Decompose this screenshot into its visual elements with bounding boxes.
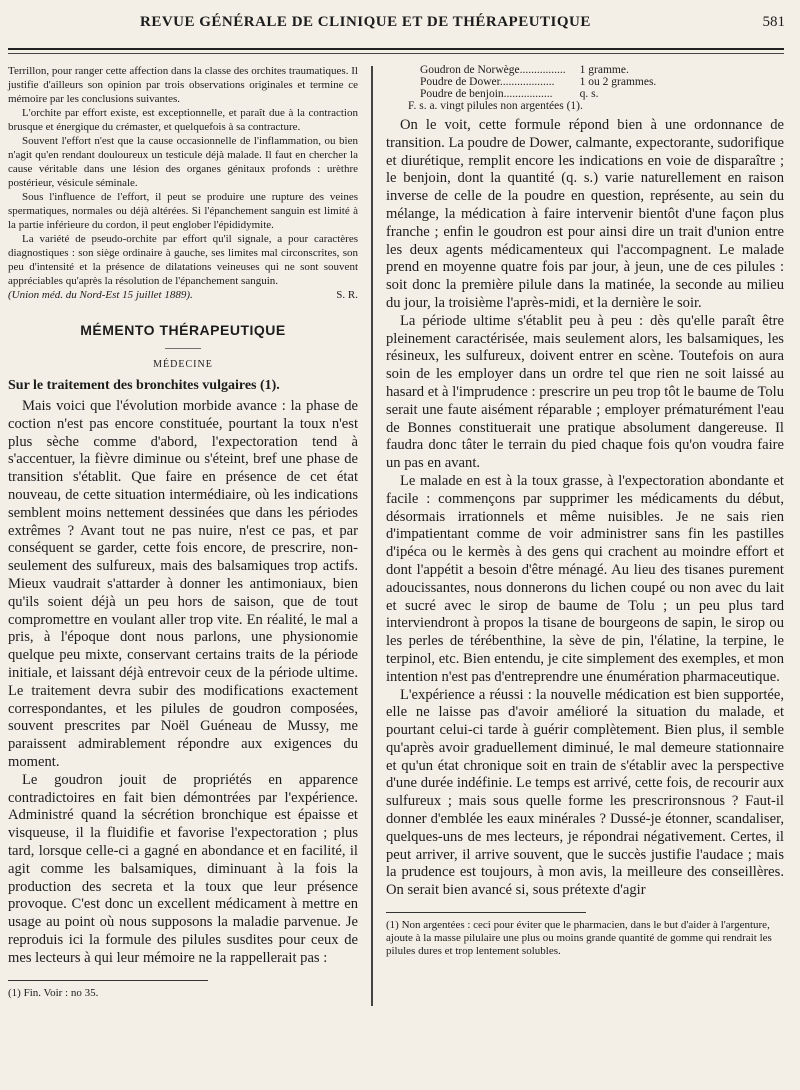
paragraph: On le voit, cette formule répond bien à une ordonnance de transition. La poudre de Dower, calmante, expectorante, sudorifique et diurétique, remplit encore les indications en voie de disparaître ; le benjoin, dont la quantité (q. s.) varie naturellement en raison inverse de celle de la poudre en question, représente, au sein du mélange, la médication à faire intervenir bientôt d'une façon plus franche ; enfin le goudron est pour ainsi dire un trait d'union entre les deux agents médicamenteux qui l'accompagnent. Le malade prend en moyenne quatre fois par jour, à jeun, une de ces pilules : soit donc la première pilule dans la matinée, la seconde au milieu du jour, la troisième l'après-midi, et la dernière le soir. bbox=[386, 117, 784, 311]
paragraph: Le malade en est à la toux grasse, à l'expectoration abondante et facile : commençons par supprimer les médicaments du début, désormais irrationnels et même nuisibles. Je ne sais rien d'impatientant comme de voir administrer sans fin les pastilles d'ipéca ou le kermès à des gens qui crachent au moindre effort et dont l'appétit a besoin d'être ménagé. Au lieu des tisanes purement adoucissantes, nous donnerons du lichen coupé ou non avec du lait et sucré avec le sirop de baume de Tolu ; un peu plus tard interviendront à propos la tisane de bourgeons de sapin, le sirop ou les perles de térébenthine, la sève de pin, l'élatine, la terpine, le terpinol, etc. Bien entendu, je cite simplement des exemples, et mon intention n'est pas d'entreprendre une énumération pharmaceutique. bbox=[386, 472, 784, 685]
header-rule bbox=[8, 48, 784, 54]
paragraph: Le goudron jouit de propriétés en apparence contradictoires en fait bien démontrées par l'expérience. Administré quand la sécrétion bronchique est épaisse et visqueuse, il la fluidifie et favorise l'expectoration ; plus tard, lorsque celle-ci a gagné en abondance et en facilité, il agit comme les balsamiques, diminuant à la fois la production des secreta et la toux que leur présence provoque. C'est donc un excellent médicament à mettre en usage au point où nous supposons la maladie parvenue. Je reproduis ici la formule des pilules susdites pour ceux de mes lecteurs à qui leur mémoire ne la rappellerait pas : bbox=[8, 771, 358, 966]
prescription-quantity: 1 ou 2 grammes. bbox=[579, 76, 657, 88]
prescription-row bbox=[420, 64, 656, 76]
article-title: Sur le traitement des bronchites vulgaires (1). bbox=[8, 378, 280, 393]
subsection-heading: MÉDECINE bbox=[153, 359, 213, 370]
paragraph: La variété de pseudo-orchite par effort qu'il signale, a pour caractères diagnostiques : son siège ordinaire à gauche, ses limites mal circonscrites, son peu d'intensité et la présence de dilatations veineuses qui ne sont souvent appréciables qu'après la résolution de l'épanchement sanguin. bbox=[8, 233, 358, 287]
prescription-quantity: 1 gramme. bbox=[579, 64, 629, 76]
footnote-rule bbox=[386, 912, 586, 913]
paragraph: Terrillon, pour ranger cette affection dans la classe des orchites traumatiques. Il justifie d'ailleurs son opinion par trois observations originales et termine ce mémoire par les conclusions suivantes. bbox=[8, 65, 358, 105]
prescription-footer: F. s. a. vingt pilules non argentées (1). bbox=[408, 100, 583, 112]
signature: S. R. bbox=[336, 289, 358, 301]
footnote: (1) Fin. Voir : no 35. bbox=[8, 986, 99, 999]
section-heading: MÉMENTO THÉRAPEUTIQUE bbox=[80, 322, 286, 338]
paragraph: L'orchite par effort existe, est exceptionnelle, et paraît due à la contraction brusque et énergique du crémaster, et quelquefois à sa contracture. bbox=[8, 107, 358, 133]
footnote: (1) Non argentées : ceci pour éviter que le pharmacien, dans le but d'aider à l'argenture, ajoute à la masse pilulaire une plus ou moins grande quantité de gomme qui rendrait les pilules dures et trop lentement solubles. bbox=[386, 919, 772, 958]
prescription-item: Goudron de Norwège................ bbox=[420, 64, 566, 76]
paragraph: Souvent l'effort n'est que la cause occasionnelle de l'inflammation, ou bien n'agit qu'en rendant douloureux un testicule déjà malade. Il faut en chercher la cause véritable dans une lésion des organes génitaux profonds : urèthre postérieur, vésicule séminale. bbox=[8, 135, 358, 189]
source-line bbox=[8, 288, 358, 302]
prescription-row bbox=[420, 88, 656, 100]
prescription-table bbox=[420, 64, 656, 100]
column-divider bbox=[371, 66, 373, 1006]
left-column bbox=[8, 64, 358, 1000]
paragraph: L'expérience a réussi : la nouvelle médication est bien supportée, elle ne laisse pas d'avoir amélioré la situation du malade, et pourtant celui-ci tarde à guérir complètement. Bien plus, il semble qu'après avoir graduellement diminué, le mal demeure stationnaire et qu'un état chronique soit en train de s'établir avec la perspective d'une durée indéfinie. Le temps est arrivé, cette fois, de recourir aux sulfureux ; mais sous quelle forme les prescrironsnous ? Faut-il donner d'emblée les eaux minérales ? Dussé-je étonner, scandaliser, quelques-uns de mes lecteurs, je répondrai négativement. Certes, il peut arriver, il arrive souvent, que le succès justifie l'audace ; mais la prudence est toujours, à mon avis, la meilleure des conseillères. On serait bien avancé si, sous prétexte d'agir bbox=[386, 686, 784, 899]
journal-title: REVUE GÉNÉRALE DE CLINIQUE ET DE THÉRAPEUTIQUE bbox=[140, 14, 591, 30]
footnote-rule bbox=[8, 980, 208, 981]
page-header bbox=[40, 14, 785, 40]
paragraph: Mais voici que l'évolution morbide avance : la phase de coction n'est pas encore constituée, pourtant la toux n'est plus sèche comme d'abord, l'expectoration tend à s'accentuer, la fièvre diminue ou s'éteint, bref une phase de transition s'établit. Que faire en présence de cet état nouveau, de cette situation intermédiaire, où les indications semblent moins nettement dessinées que dans les périodes extrêmes ? Avant tout ne pas nuire, n'est ce pas, et par conséquent se garder, cette fois encore, de prescrire, non-seulement des sulfureux, mais des balsamiques trop actifs. Mieux vaudrait s'attarder à donner les antimoniaux, bien qu'ils soient déjà un peu hors de saison, que de tout compromettre en voulant aller trop vite. En réalité, le mal a pris, à l'époque dont nous parlons, une physionomie quelque peu mixte, conservant certains traits de la période initiale, et laissant déjà entrevoir ceux de la période ultime. Le traitement devra subir des modifications exactement correspondantes, et les pilules de goudron composées, souvent prescrites par Noël Guéneau de Mussy, me paraissent admirablement répondre aux exigences du moment. bbox=[8, 398, 358, 770]
page-number: 581 bbox=[762, 14, 785, 30]
paragraph: La période ultime s'établit peu à peu : dès qu'elle paraît être pleinement caractérisée, mais seulement alors, les balsamiques, les résineux, les sulfureux, doivent entrer en scène. Toutefois on aura soin de les employer dans un ordre tel que rien ne soit laissé au hasard et à l'imprudence : prescrire un peu trop tôt le baume de Tolu serait une faute aisément réparable ; employer prématurément l'eau de Bonnes constituerait une pratique absolument dangereuse. Il faudra donc tâter le terrain du pied chaque fois qu'on voudra faire un pas en avant. bbox=[386, 312, 784, 472]
source-citation: (Union méd. du Nord-Est 15 juillet 1889). bbox=[8, 289, 193, 301]
prescription-item: Poudre de benjoin................. bbox=[420, 88, 553, 100]
right-column bbox=[386, 64, 784, 958]
paragraph: Sous l'influence de l'effort, il peut se produire une rupture des veines spermatiques, normales ou déjà altérées. Si l'épanchement sanguin est limité à la partie inférieure du cordon, il peut englober l'épididymite. bbox=[8, 191, 358, 231]
prescription-quantity: q. s. bbox=[579, 88, 599, 100]
prescription-row bbox=[420, 76, 656, 88]
prescription-item: Poudre de Dower................... bbox=[420, 76, 555, 88]
divider: ——— bbox=[165, 340, 201, 354]
